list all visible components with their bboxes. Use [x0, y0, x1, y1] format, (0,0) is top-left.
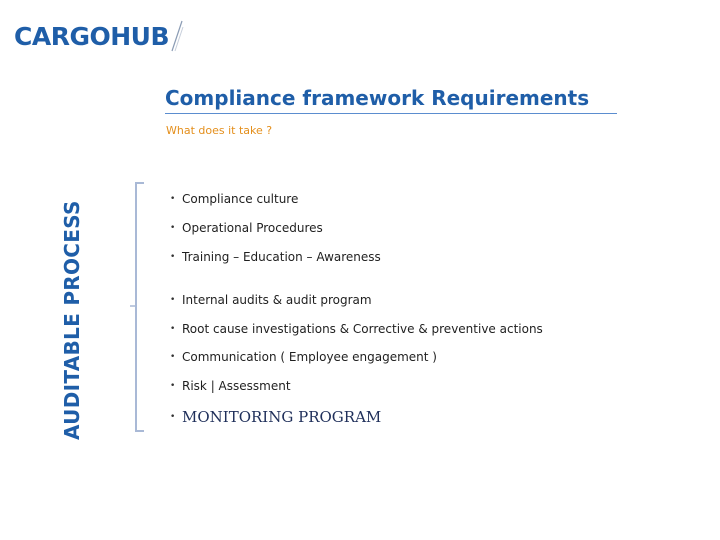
bullet: •: [170, 194, 176, 204]
bullet: •: [170, 223, 176, 233]
list-bracket: [130, 182, 146, 432]
list-item-text: Training – Education – Awareness: [182, 250, 381, 264]
list-item: [170, 250, 381, 264]
list-item-text: MONITORING PROGRAM: [182, 408, 382, 426]
bullet: •: [170, 412, 176, 422]
list-item: [170, 379, 291, 393]
list-item-text: Root cause investigations & Corrective & preventive actions: [182, 322, 543, 336]
bullet: •: [170, 324, 176, 334]
cargohub-logo: [14, 19, 184, 53]
title-underline: [165, 113, 617, 114]
bullet: •: [170, 381, 176, 391]
page-subtitle: What does it take ?: [166, 124, 273, 137]
list-item-text: Internal audits & audit program: [182, 293, 372, 307]
list-item: [170, 293, 372, 307]
list-item: [170, 322, 543, 336]
list-item: [170, 192, 298, 206]
logo-slash-icon: [170, 19, 184, 53]
list-item-text: Operational Procedures: [182, 221, 323, 235]
list-item-text: Compliance culture: [182, 192, 299, 206]
list-item-text: Risk | Assessment: [182, 379, 291, 393]
bullet: •: [170, 252, 176, 262]
list-item-text: Communication ( Employee engagement ): [182, 350, 437, 364]
list-item-highlight: [170, 408, 381, 426]
side-label: AUDITABLE PROCESS: [60, 200, 84, 440]
bullet: •: [170, 295, 176, 305]
list-item: [170, 350, 437, 364]
list-item: [170, 221, 323, 235]
page-title: Compliance framework Requirements: [165, 86, 590, 110]
logo-text: CARGOHUB: [14, 21, 169, 51]
bullet: •: [170, 352, 176, 362]
